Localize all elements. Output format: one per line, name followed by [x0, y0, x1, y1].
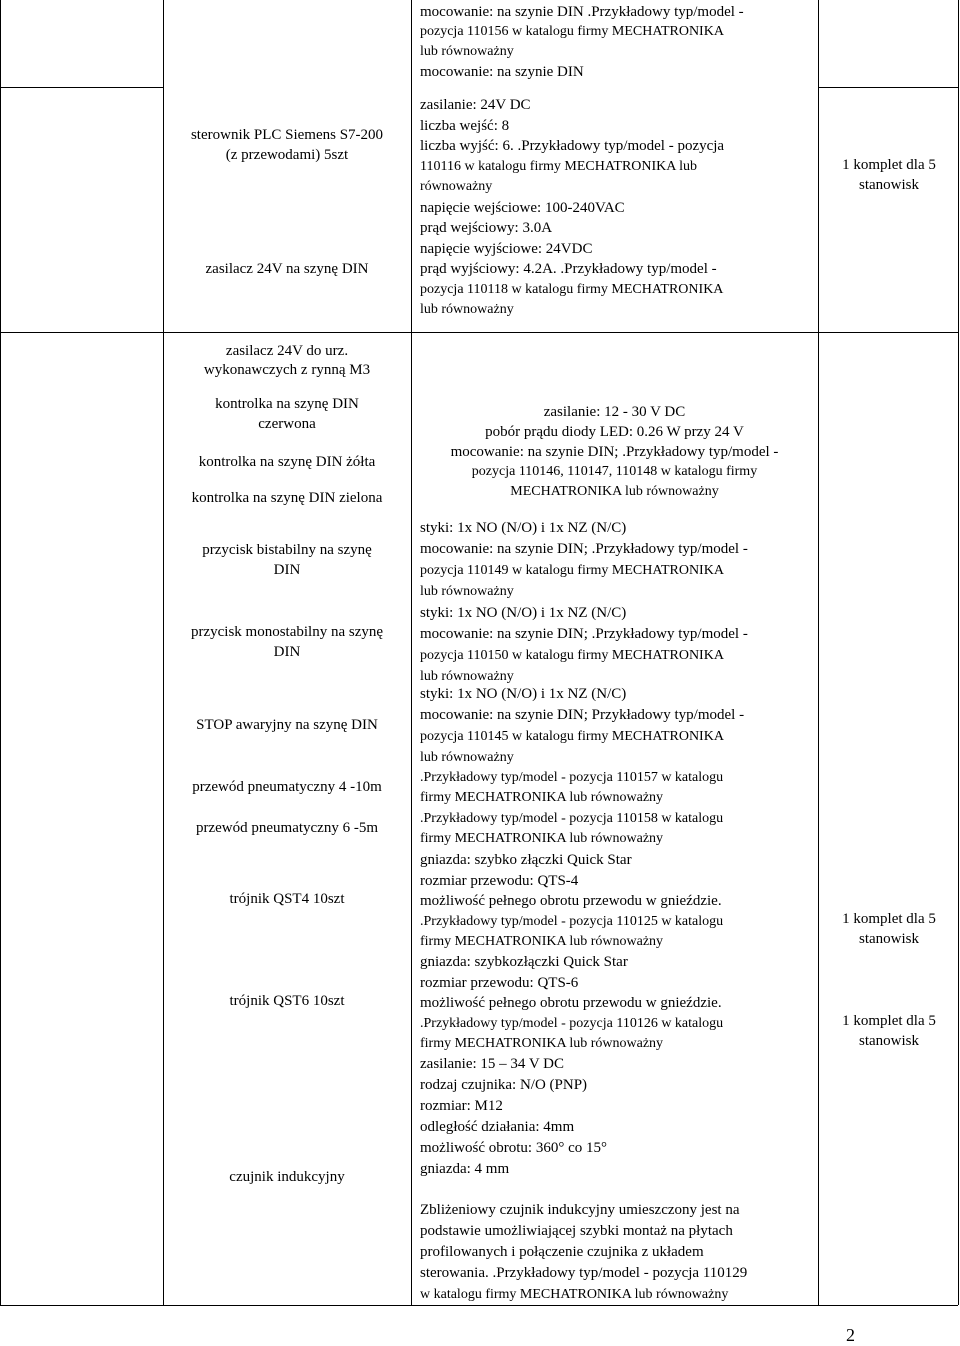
item-zasilacz-din	[163, 260, 411, 279]
spec-line: mocowanie: na szynie DIN; .Przykładowy typ/model -	[420, 626, 748, 642]
cell-line: STOP awaryjny na szynę DIN	[196, 717, 378, 733]
spec-line: mocowanie: na szynie DIN; .Przykładowy typ/model -	[450, 444, 779, 460]
spec-line: pozycja 110146, 110147, 110148 w katalogu firmy	[471, 464, 758, 479]
spec-line: możliwość pełnego obrotu przewodu w gnieździe.	[420, 995, 722, 1011]
cell-line: zasilacz 24V do urz.	[225, 343, 349, 359]
spec-line: liczba wyjść: 6. .Przykładowy typ/model - pozycja	[420, 138, 725, 154]
cell-line: kontrolka na szynę DIN zielona	[191, 490, 383, 506]
spec-line: zasilanie: 24V DC	[420, 97, 531, 113]
spec-bistabilny	[420, 518, 815, 602]
item-przycisk-monostabilny	[163, 622, 411, 662]
spec-line: pobór prądu diody LED: 0.26 W przy 24 V	[485, 424, 744, 440]
spec-czujnik	[420, 1054, 815, 1180]
spec-line: napięcie wyjściowe: 24VDC	[420, 240, 593, 257]
spec-line: firmy MECHATRONIKA lub równoważny	[420, 790, 664, 805]
table-border-left	[0, 0, 1, 1305]
table-row-divider	[818, 87, 958, 88]
spec-line: pozycja 110149 w katalogu firmy MECHATRONIKA	[420, 563, 724, 578]
spec-line: lub równoważny	[420, 584, 514, 599]
item-przycisk-bistabilny	[163, 540, 411, 580]
spec-line: .Przykładowy typ/model - pozycja 110157 w katalogu	[420, 770, 724, 785]
cell-line: trójnik QST6 10szt	[229, 993, 345, 1009]
spec-trojnik-6	[420, 952, 815, 1055]
item-trojnik-6	[163, 992, 411, 1011]
spec-line: pozycja 110156 w katalogu firmy MECHATRONIKA	[420, 24, 724, 39]
table-divider-col3	[818, 0, 819, 1305]
spec-line: styki: 1x NO (N/O) i 1x NZ (N/C)	[420, 520, 627, 536]
spec-line: mocowanie: na szynie DIN; .Przykładowy typ/model -	[420, 541, 748, 557]
quantity-line: stanowisk	[859, 177, 919, 193]
table-border-right	[958, 0, 959, 1305]
spec-plc-zasilacz	[420, 95, 815, 321]
spec-line: sterowania. .Przykładowy typ/model - pozycja 110129	[420, 1265, 748, 1281]
item-przewod-4	[163, 778, 411, 797]
spec-monostabilny	[420, 603, 815, 687]
spec-line: rozmiar: M12	[420, 1098, 503, 1114]
spec-line: gniazda: szybkozłączki Quick Star	[420, 954, 628, 970]
spec-line: rozmiar przewodu: QTS-4	[420, 872, 579, 889]
cell-line: zasilacz 24V na szynę DIN	[205, 261, 369, 277]
spec-line: styki: 1x NO (N/O) i 1x NZ (N/C)	[420, 686, 627, 702]
quantity-line: stanowisk	[859, 931, 919, 947]
spec-line: w katalogu firmy MECHATRONIKA lub równoważny	[420, 1287, 729, 1302]
cell-line: czerwona	[258, 416, 316, 432]
cell-line: (z przewodami) 5szt	[225, 147, 349, 163]
quantity-line: 1 komplet dla 5	[842, 1013, 936, 1029]
cell-line: DIN	[273, 562, 301, 578]
spec-line: gniazda: 4 mm	[420, 1161, 510, 1177]
quantity-trojnik-4	[820, 909, 958, 949]
quantity-line: 1 komplet dla 5	[842, 157, 936, 173]
spec-line: napięcie wejściowe: 100-240VAC	[420, 199, 625, 216]
spec-line: zasilanie: 12 - 30 V DC	[543, 404, 686, 420]
spec-line: równoważny	[420, 179, 493, 194]
spec-line: .Przykładowy typ/model - pozycja 110158 w katalogu	[420, 811, 724, 826]
cell-line: przycisk monostabilny na szynę	[190, 624, 384, 640]
cell-line: kontrolka na szynę DIN żółta	[198, 454, 376, 470]
item-kontrolka-zielona	[163, 489, 411, 508]
quantity-row1	[820, 155, 958, 195]
table-bottom-border	[0, 1305, 958, 1306]
spec-line: styki: 1x NO (N/O) i 1x NZ (N/C)	[420, 605, 627, 621]
item-trojnik-4	[163, 890, 411, 909]
spec-line: firmy MECHATRONIKA lub równoważny	[420, 831, 664, 846]
spec-trojnik-4	[420, 850, 815, 953]
page-number: 2	[846, 1325, 855, 1345]
cell-line: czujnik indukcyjny	[229, 1169, 345, 1185]
table-row-divider	[0, 332, 958, 333]
spec-line: mocowanie: na szynie DIN	[420, 64, 584, 80]
quantity-trojnik-6	[820, 1011, 958, 1051]
spec-line: pozycja 110118 w katalogu firmy MECHATRONIKA	[420, 281, 724, 297]
spec-line: firmy MECHATRONIKA lub równoważny	[420, 1036, 664, 1051]
spec-line: mocowanie: na szynie DIN; Przykładowy typ/model -	[420, 707, 745, 723]
spec-line: mocowanie: na szynie DIN .Przykładowy typ/model -	[420, 4, 744, 20]
spec-line: pozycja 110145 w katalogu firmy MECHATRONIKA	[420, 729, 724, 744]
spec-line: możliwość pełnego obrotu przewodu w gnieździe.	[420, 893, 722, 909]
cell-line: wykonawczych z rynną M3	[203, 362, 371, 378]
spec-stop	[420, 684, 815, 768]
spec-czujnik-opis	[420, 1200, 815, 1305]
spec-line: lub równoważny	[420, 750, 514, 765]
table-row-divider	[0, 87, 163, 88]
item-zasilacz-urz	[163, 342, 411, 380]
item-kontrolka-zolta	[163, 453, 411, 472]
item-stop	[163, 716, 411, 735]
quantity-line: 1 komplet dla 5	[842, 911, 936, 927]
item-kontrolka-czerwona	[163, 394, 411, 434]
spec-line: gniazda: szybko złączki Quick Star	[420, 852, 632, 868]
spec-line: MECHATRONIKA lub równoważny	[510, 484, 719, 499]
spec-line: rozmiar przewodu: QTS-6	[420, 974, 579, 991]
spec-line: firmy MECHATRONIKA lub równoważny	[420, 934, 664, 949]
spec-line: Zbliżeniowy czujnik indukcyjny umieszczony jest na	[420, 1202, 740, 1218]
item-plc	[163, 125, 411, 165]
spec-line: lub równoważny	[420, 669, 514, 684]
spec-line: profilowanych i połączenie czujnika z układem	[420, 1244, 704, 1260]
spec-line: lub równoważny	[420, 44, 514, 59]
cell-line: przycisk bistabilny na szynę	[202, 542, 372, 558]
spec-line: prąd wejściowy: 3.0A	[420, 220, 553, 236]
spec-line: .Przykładowy typ/model - pozycja 110125 w katalogu	[420, 913, 724, 929]
cell-line: trójnik QST4 10szt	[229, 891, 345, 907]
item-przewod-6	[163, 819, 411, 838]
cell-line: przewód pneumatyczny 4 -10m	[192, 779, 382, 795]
spec-line: 110116 w katalogu firmy MECHATRONIKA lub	[420, 158, 697, 174]
spec-kontrolki	[412, 402, 817, 502]
spec-przewod-4	[420, 768, 815, 808]
cell-line: DIN	[273, 644, 301, 660]
quantity-line: stanowisk	[859, 1033, 919, 1049]
table-divider-col2	[411, 0, 412, 1305]
spec-line: .Przykładowy typ/model - pozycja 110126 w katalogu	[420, 1015, 724, 1031]
spec-top	[420, 2, 815, 82]
spec-line: zasilanie: 15 – 34 V DC	[420, 1056, 565, 1072]
cell-line: kontrolka na szynę DIN	[215, 396, 359, 412]
spec-line: podstawie umożliwiającej szybki montaż na płytach	[420, 1223, 733, 1239]
spec-line: lub równoważny	[420, 302, 514, 317]
spec-line: rodzaj czujnika: N/O (PNP)	[420, 1077, 588, 1093]
spec-line: liczba wejść: 8	[420, 117, 510, 134]
spec-line: pozycja 110150 w katalogu firmy MECHATRONIKA	[420, 648, 724, 663]
spec-przewod-6	[420, 809, 815, 849]
cell-line: przewód pneumatyczny 6 -5m	[195, 820, 379, 836]
spec-line: prąd wyjściowy: 4.2A. .Przykładowy typ/model -	[420, 261, 717, 277]
item-czujnik	[163, 1168, 411, 1187]
spec-line: możliwość obrotu: 360° co 15°	[420, 1140, 607, 1156]
cell-line: sterownik PLC Siemens S7-200	[190, 127, 384, 143]
spec-line: odległość działania: 4mm	[420, 1119, 575, 1135]
